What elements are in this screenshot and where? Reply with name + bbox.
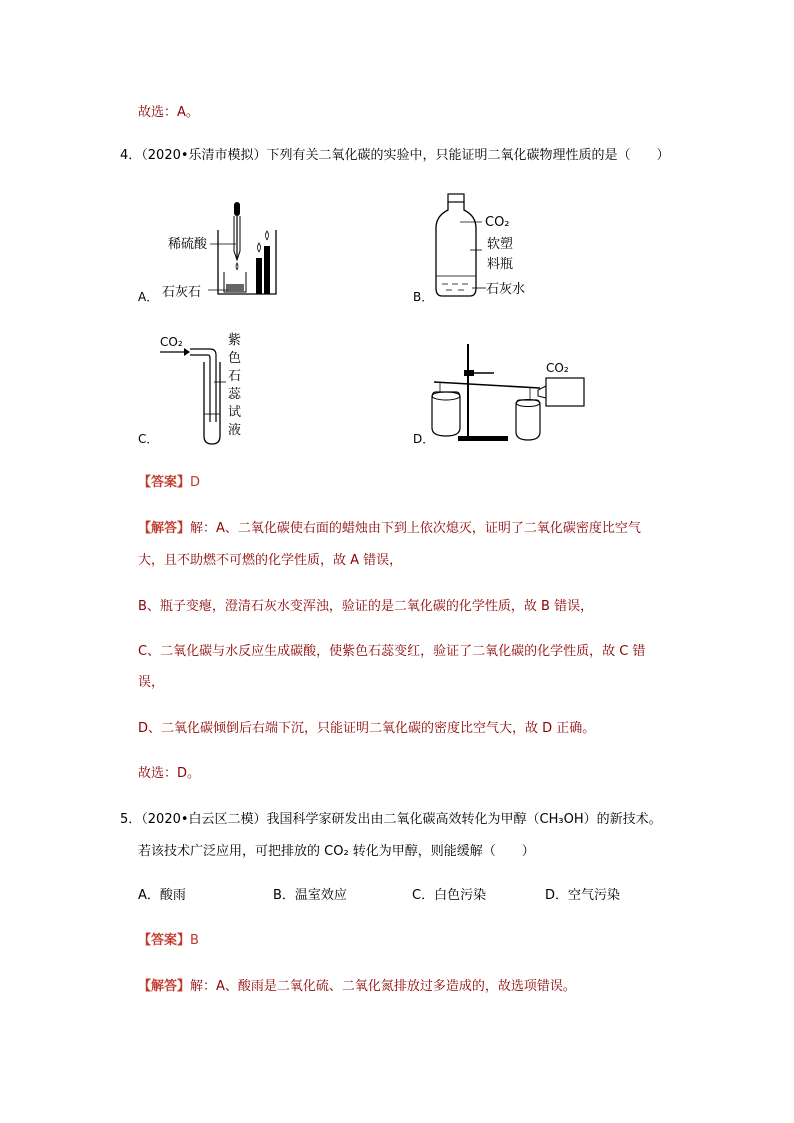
q4-analysis-line-6: D、二氧化碳倾倒后右端下沉，只能证明二氧化碳的密度比空气大，故 D 正确。 xyxy=(138,721,596,736)
q4-choice: 故选：D。 xyxy=(138,766,201,781)
q4-option-a-label: A． xyxy=(138,290,159,304)
q5-answer xyxy=(138,932,199,950)
q5-option-a: A．酸雨 xyxy=(138,888,186,903)
q5-option-c: C．白色污染 xyxy=(412,888,487,903)
q5-analysis-line-1 xyxy=(138,978,576,996)
q5-answer-tag: 【答案】 xyxy=(138,933,191,948)
q4-figure-b-label-soft: 软塑 xyxy=(487,237,514,252)
q4-analysis-text-1: 解：A、二氧化碳使右面的蜡烛由下到上依次熄灭，证明了二氧化碳密度比空气 xyxy=(190,521,641,536)
q4-analysis-line-5: 误， xyxy=(138,675,165,690)
q4-figure-c-label-6: 液 xyxy=(228,423,242,438)
q4-stem: 4．（2020•乐清市模拟）下列有关二氧化碳的实验中，只能证明二氧化碳物理性质的是（ ） xyxy=(120,148,670,163)
q4-figure-c-label-1: 紫 xyxy=(228,333,242,348)
q5-option-d: D．空气污染 xyxy=(545,888,621,903)
q4-figure-c-label-4: 蕊 xyxy=(228,387,242,402)
q4-figure-b-label-bottle: 料瓶 xyxy=(487,257,514,272)
q4-analysis-tag: 【解答】 xyxy=(138,521,191,536)
q4-figure-d xyxy=(430,340,590,448)
q5-answer-value: B xyxy=(190,933,199,948)
q4-figure-a xyxy=(160,196,290,306)
q4-figure-c-label-co2: CO₂ xyxy=(160,335,183,349)
q4-analysis-line-3: B、瓶子变瘪，澄清石灰水变浑浊，验证的是二氧化碳的化学性质，故 B 错误， xyxy=(138,599,594,614)
q5-analysis-tag: 【解答】 xyxy=(138,979,191,994)
q4-option-b-label: B． xyxy=(413,290,434,304)
q4-answer-value: D xyxy=(190,475,201,490)
q4-figure-a-label-acid: 稀硫酸 xyxy=(168,237,208,252)
q4-analysis-line-4: C、二氧化碳与水反应生成碳酸，使紫色石蕊变红，验证了二氧化碳的化学性质，故 C 错 xyxy=(138,644,646,659)
q5-option-b: B．温室效应 xyxy=(273,888,347,903)
q5-analysis-text-1: 解：A、酸雨是二氧化硫、二氧化氮排放过多造成的，故选项错误。 xyxy=(190,979,576,994)
q4-figure-b xyxy=(430,192,540,304)
q4-figure-c-label-5: 试 xyxy=(228,405,242,420)
q4-analysis-line-2: 大，且不助燃不可燃的化学性质，故 A 错误， xyxy=(138,553,403,568)
q4-figure-a-label-limestone: 石灰石 xyxy=(162,285,202,300)
q4-option-d-label: D． xyxy=(413,432,435,446)
q5-stem-line-1: 5．（2020•白云区二模）我国科学家研发出由二氧化碳高效转化为甲醇（CH₃OH）的新技术。 xyxy=(120,812,662,827)
previous-choice: 故选：A。 xyxy=(138,105,199,120)
q4-option-c-label: C． xyxy=(138,432,159,446)
q4-figure-c-label-2: 色 xyxy=(228,351,242,366)
q4-analysis-line-1 xyxy=(138,520,641,538)
q4-figure-b-label-limewater: 石灰水 xyxy=(486,282,526,297)
q4-figure-d-label-co2: CO₂ xyxy=(546,361,569,375)
q4-figure-b-label-co2: CO₂ xyxy=(485,215,510,230)
q4-figure-c xyxy=(158,330,258,448)
q4-answer-tag: 【答案】 xyxy=(138,475,191,490)
q4-answer xyxy=(138,474,200,492)
q5-stem-line-2: 若该技术广泛应用，可把排放的 CO₂ 转化为甲醇，则能缓解（ ） xyxy=(138,844,535,859)
q4-figure-c-label-3: 石 xyxy=(228,369,242,384)
